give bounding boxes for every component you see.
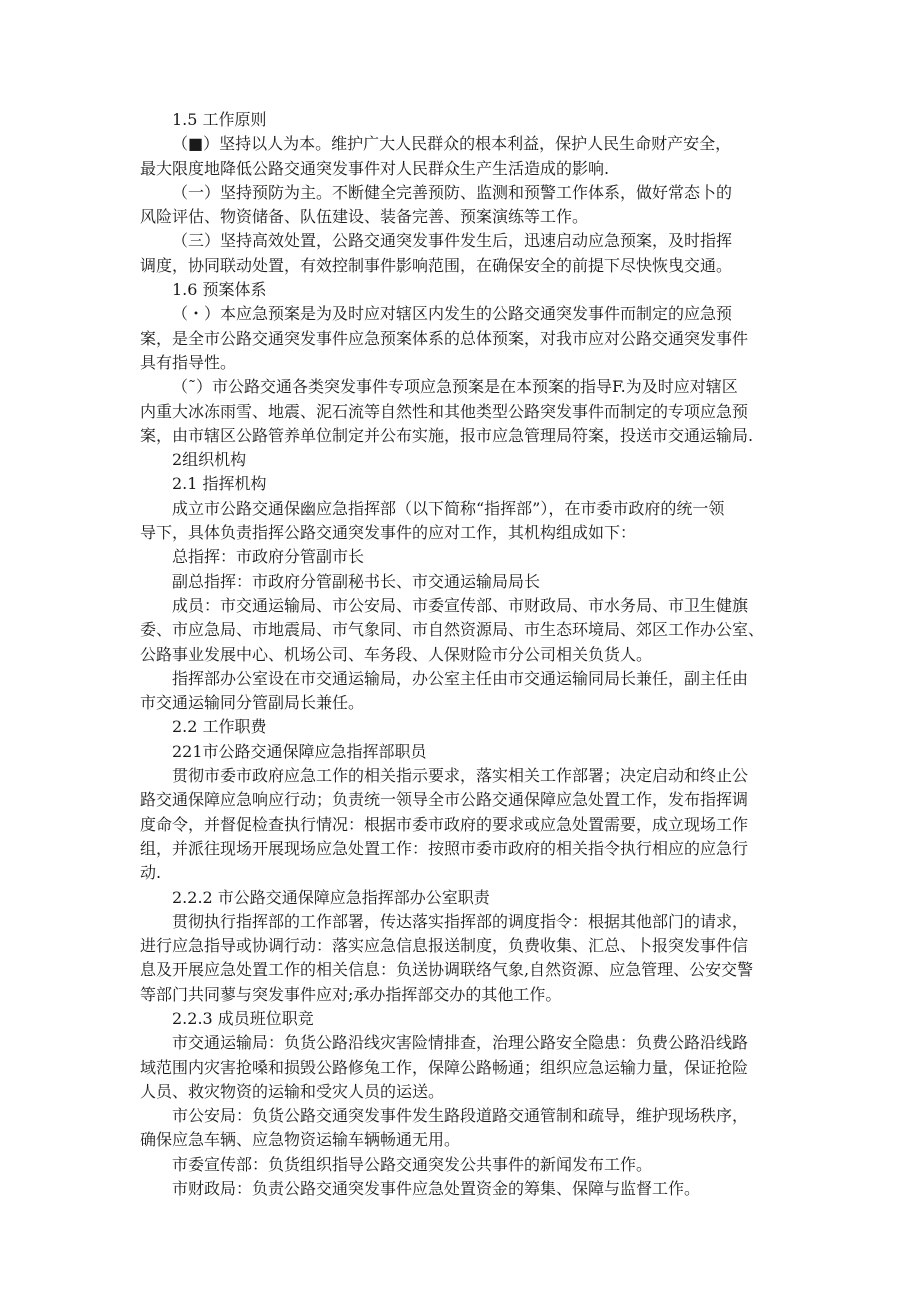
text-line: 公路事业发展中心、机场公司、车务段、人保财险市分公司相关负货人。 <box>140 644 653 664</box>
text-line: （˜）市公路交通各类突发事件专项应急预案是在本预案的指导F.为及时应对辖区 <box>172 377 738 397</box>
text-line: （■）坚持以人为本。维护广大人民群众的根本利益，保护人民生命财产安全， <box>172 134 732 154</box>
text-line: 贯彻市委市政府应急工作的相关指示要求，落实相关工作部署；决定启动和终止公 <box>172 766 749 786</box>
text-line: 1.5 工作原则 <box>172 110 267 129</box>
text-line: 确保应急车辆、应急物资运输车辆畅通无用。 <box>140 1130 461 1150</box>
text-line: 221市公路交通保障应急指挥部职员 <box>172 741 427 761</box>
text-line: 动. <box>140 863 162 883</box>
text-line: 市交通运输局：负货公路沿线灾害险情排查，治理公路安全隐患：负费公路沿线路 <box>172 1033 749 1053</box>
text-line: 组，并派往现场开展现场应急处置工作：按照市委市政府的相关指令执行相应的应急行 <box>140 838 749 858</box>
document-body <box>140 108 800 1201</box>
text-line: 调度，协同联动处置，有效控制事件影响范围，在确保安全的前提下尽快恢曳交通。 <box>140 255 733 275</box>
text-line: 市公安局：负货公路交通突发事件发生路段道路交通管制和疏导，维护现场秩序， <box>172 1106 749 1126</box>
text-line: 息及开展应急处置工作的相关信息：负送协调联络气象,自然资源、应急管理、公安交警 <box>140 960 754 980</box>
text-line: 等部门共同蓼与突发事件应对;承办指挥部交办的其他工作。 <box>140 984 562 1004</box>
text-line: 副总指挥：市政府分管副秘书长、市交通运输局局长 <box>172 571 541 591</box>
text-line: 路交通保障应急响应行动；负责统一领导全市公路交通保障应急处置工作，发布指挥调 <box>140 790 749 810</box>
text-line: 度命令，并督促检查执行情况：根据市委市政府的要求或应急处置需要，成立现场工作 <box>140 814 749 834</box>
text-line: 成员：市交通运输局、市公安局、市委宣传部、市财政局、市水务局、市卫生健旗 <box>172 595 749 615</box>
text-line: 风险评估、物资储备、队伍建设、装备完善、预案演练等工作。 <box>140 207 589 227</box>
text-line: 2.2.2 市公路交通保障应急指挥部办公室职责 <box>172 887 490 907</box>
text-line: 市交通运输同分管副局长兼任。 <box>140 693 365 713</box>
text-line: 进行应急指导或协调行动：落实应急信息报送制度，负费收集、汇总、卜报突发事件信 <box>140 936 749 956</box>
text-line: （三）坚持高效处置，公路交通突发事件发生后，迅速启动应急预案，及时指挥 <box>172 231 733 251</box>
text-line: 2.1 指挥机构 <box>172 474 267 494</box>
text-line: 市委宣传部：负货组织指导公路交通突发公共事件的新闻发布工作。 <box>172 1154 653 1174</box>
text-line: （一）坚持预防为主。不断健全完善预防、监测和预警工作体系，做好常态卜的 <box>172 182 733 202</box>
text-line: 最大限度地降低公路交通突发事件对人民群众生产生活造成的影响. <box>140 158 610 178</box>
text-line: 人员、救灾物资的运输和受灾人员的运送。 <box>140 1081 445 1101</box>
text-line: 委、市应急局、市地震局、市气象同、市自然资源局、市生态环境局、郊区工作办公室、 <box>140 620 765 640</box>
text-line: 2.2.3 成员班位职竞 <box>172 1008 314 1028</box>
text-line: 贯彻执行指挥部的工作部署，传达落实指挥部的调度指令：根据其他部门的请求， <box>172 911 749 931</box>
text-line: 2.2 工作职费 <box>172 717 267 737</box>
text-line: 总指挥：市政府分管副市长 <box>172 547 365 567</box>
text-line: 具有指导性。 <box>140 352 237 372</box>
text-line: （・）本应急预案是为及时应对辖区内发生的公路交通突发事件而制定的应急预 <box>172 304 733 324</box>
text-line: 案，由市辖区公路管养单位制定并公布实施，报市应急管理局符案，投送市交通运输局. <box>140 425 754 445</box>
text-line: 指挥部办公室设在市交通运输局，办公室主任由市交通运输同局长兼任，副主任由 <box>172 668 749 688</box>
text-line: 市财政局：负责公路交通突发事件应急处置资金的筹集、保障与监督工作。 <box>172 1179 701 1199</box>
text-line: 导下，具体负责指挥公路交通突发事件的应对工作，其机构组成如下： <box>140 523 637 543</box>
text-line: 域范围内灾害抢嗓和损毁公路修兔工作，保障公路畅通；组织应急运输力量，保证抢险 <box>140 1057 749 1077</box>
text-line: 内重大冰冻雨雪、地震、泥石流等自然性和其他类型公路突发事件而制定的专项应急预 <box>140 401 749 421</box>
text-line: 1.6 预案体系 <box>172 280 267 300</box>
text-line: 2组织机构 <box>172 450 247 470</box>
text-line: 案，是全市公路交通突发事件应急预案体系的总体预案，对我市应对公路交通突发事件 <box>140 328 749 348</box>
text-line: 成立市公路交通保幽应急指挥部（以下简称“指挥部”），在市委市政府的统一领 <box>172 498 725 518</box>
